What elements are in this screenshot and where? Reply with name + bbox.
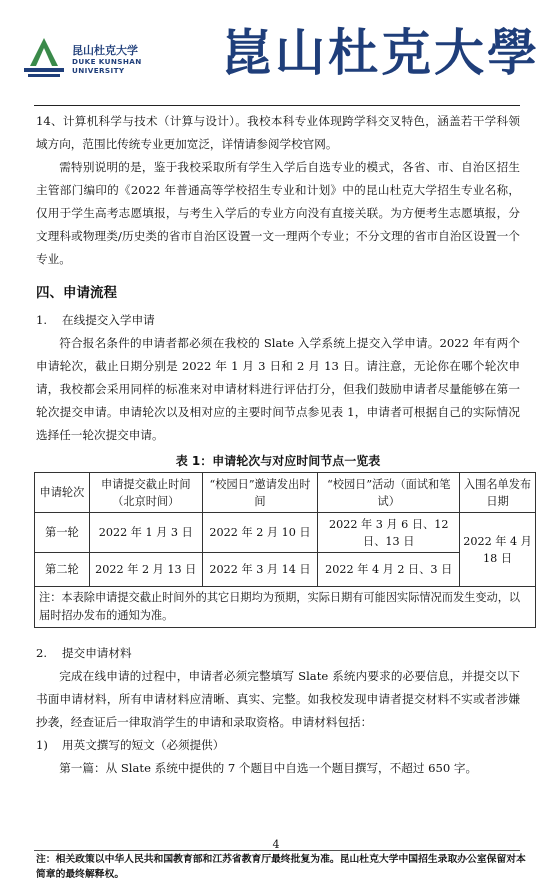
table-cell: 2022 年 1 月 3 日: [89, 513, 202, 553]
table-note-row: [35, 587, 536, 628]
table-header-cell: “校园日”活动（面试和笔试）: [318, 473, 460, 513]
shortlist-date-cell: 2022 年 4 月 18 日: [460, 513, 536, 587]
section-heading: 四、申请流程: [36, 285, 117, 301]
list-item-essays: [36, 734, 520, 757]
item-title: 用英文撰写的短文（必须提供）: [62, 738, 225, 752]
item-number: 1.: [36, 313, 48, 327]
logo-wordmark: [72, 44, 142, 75]
logo-chinese-name: 昆山杜克大学: [72, 44, 138, 57]
table-cell: 2022 年 3 月 6 日、12 日、13 日: [318, 513, 460, 553]
calligraphy-title: 崑山杜克大學: [222, 23, 540, 82]
logo-english-line-1: DUKE KUNSHAN: [72, 57, 142, 66]
header-divider: [34, 105, 520, 106]
table-title: 表 1：申请轮次与对应时间节点一览表: [175, 454, 381, 468]
item-title: 在线提交入学申请: [62, 313, 155, 327]
list-item-submit-materials: [36, 642, 520, 665]
table-row: [35, 513, 536, 553]
item-title: 提交申请材料: [62, 646, 132, 660]
table-header-cell: “校园日”邀请发出时间: [202, 473, 318, 513]
table-cell: 第一轮: [35, 513, 90, 553]
major-note-paragraph: 需特别说明的是，鉴于我校采取所有学生入学后自选专业的模式，各省、市、自治区招生主管部门编印的《2022 年普通高等学校招生专业和计划》中的昆山杜克大学招生专业名称，仅用于学生高考志愿填报，与考生入学后的专业方向没有直接关联。为方便考生志愿填报，分文理科或物理类/历史类的省市自治区设置一文一理两个专业；不分文理的省市自治区设置一个专业。: [36, 160, 520, 266]
table-cell: 2022 年 2 月 13 日: [89, 553, 202, 587]
table-header-cell: 申请提交截止时间（北京时间）: [89, 473, 202, 513]
list-item-online-application: [36, 309, 520, 332]
university-logo-icon: [18, 36, 70, 80]
table-cell: 2022 年 3 月 14 日: [202, 553, 318, 587]
table-cell: 2022 年 4 月 2 日、3 日: [318, 553, 460, 587]
footer-divider: [34, 850, 520, 851]
item-number: 2.: [36, 646, 48, 660]
table-header-cell: 入围名单发布日期: [460, 473, 536, 513]
table-note: 注：本表除申请提交截止时间外的其它日期均为预期，实际日期有可能因实际情况而发生变动，以届时招办发布的通知为准。: [35, 587, 536, 628]
major-14-line: 14、计算机科学与技术（计算与设计）。我校本科专业体现跨学科交叉特色，涵盖若干学科领域方向，范围比传统专业更加宽泛，详情请参阅学校官网。: [36, 114, 520, 151]
online-application-paragraph: 符合报名条件的申请者都必须在我校的 Slate 入学系统上提交入学申请。2022 年有两个申请轮次，截止日期分别是 2022 年 1 月 3 日和 2 月 13 日。请注意，无论你在哪个轮次申请，我校都会采用同样的标准来对申请材料进行评估打分，但我们鼓励申请者尽量能够在第一轮次提交申请。申请轮次以及相对应的主要时间节点参见表 1，申请者可根据自己的实际情况选择任一轮次提交申请。: [36, 336, 520, 442]
essay-1-line: 第一篇：从 Slate 系统中提供的 7 个题目中自选一个题目撰写，不超过 650 字。: [59, 761, 478, 775]
page-header: [0, 0, 552, 104]
submit-materials-paragraph: 完成在线申请的过程中，申请者必须完整填写 Slate 系统内要求的必要信息，并提交以下书面申请材料，所有申请材料应清晰、真实、完整。如我校发现申请者提交材料不实或者涉嫌抄袭，经查证后一律取消学生的申请和录取资格。申请材料包括：: [36, 669, 520, 729]
timeline-table: [34, 472, 536, 628]
table-header-row: [35, 473, 536, 513]
item-number: 1): [36, 738, 48, 752]
footnote: 注：相关政策以中华人民共和国教育部和江苏省教育厅最终批复为准。昆山杜克大学中国招生录取办公室保留对本简章的最终解释权。: [36, 854, 526, 880]
page-content: [36, 110, 532, 780]
table-cell: 第二轮: [35, 553, 90, 587]
table-cell: 2022 年 2 月 10 日: [202, 513, 318, 553]
page-number: 4: [272, 838, 280, 851]
table-header-cell: 申请轮次: [35, 473, 90, 513]
logo-english-line-2: UNIVERSITY: [72, 66, 125, 75]
